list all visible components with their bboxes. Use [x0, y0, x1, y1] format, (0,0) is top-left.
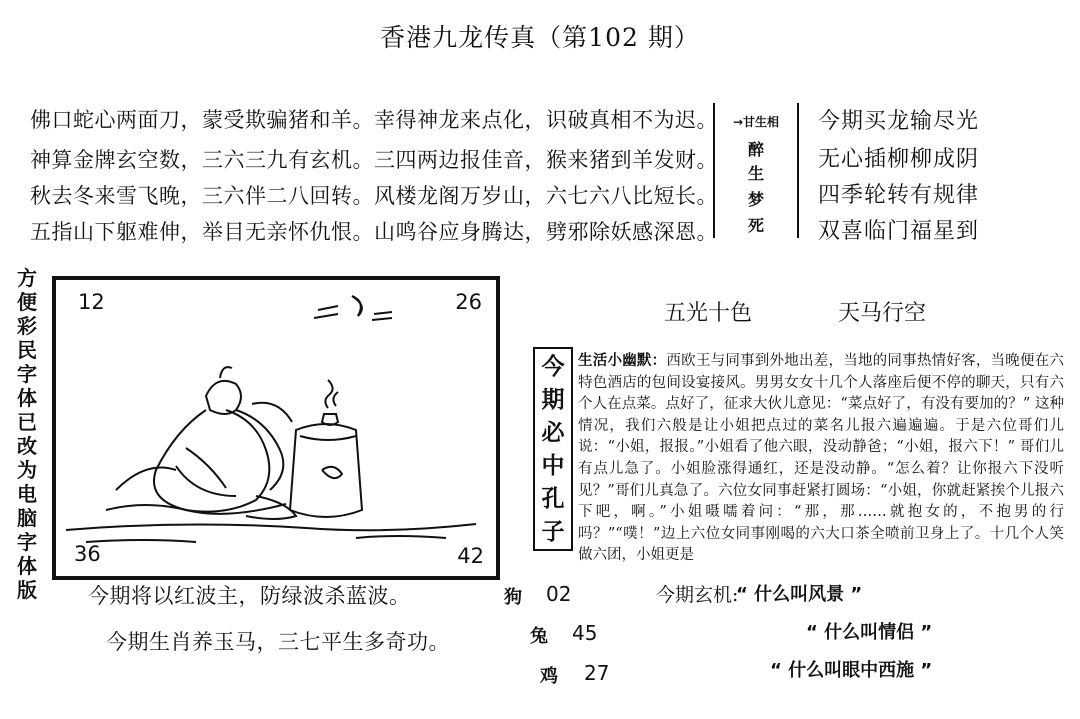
zodiac-number-3: 27	[584, 661, 610, 685]
corner-number-top-left: 12	[78, 290, 105, 314]
story-label: 生活小幽默：	[578, 352, 667, 369]
mid-box-char-3: 梦	[747, 190, 764, 209]
right-line-1: 今期买龙输尽光	[818, 109, 980, 134]
xuanji-phrase-2: “ 什么叫情侣 ”	[806, 622, 933, 643]
mid-box-caption: →甘生相	[732, 115, 780, 129]
bottom-line-1: 今期将以红波主，防绿波杀蓝波。	[88, 584, 411, 608]
right-line-4: 双喜临门福星到	[818, 219, 980, 244]
corner-number-top-right: 26	[455, 290, 482, 314]
xuanji-phrase-3: “ 什么叫眼中西施 ”	[770, 660, 933, 681]
mid-box-char-1: 醉	[747, 140, 764, 159]
mid-vertical-box	[713, 103, 799, 238]
poem-line-1: 佛口蛇心两面刀，蒙受欺骗猪和羊。幸得神龙来点化，识破真相不为迟。	[30, 108, 718, 132]
zodiac-animal-1: 狗	[504, 587, 522, 608]
illustration-frame	[52, 276, 500, 580]
heading-sky-horse: 天马行空	[838, 301, 927, 326]
bottom-line-2: 今期生肖养玉马，三七平生多奇功。	[106, 630, 450, 654]
mid-box-char-4: 死	[747, 216, 764, 235]
right-line-3: 四季轮转有规律	[818, 183, 980, 208]
reclining-scholar-illustration	[56, 280, 488, 568]
page-title: 香港九龙传真（第102 期）	[380, 23, 700, 52]
mid-box-char-2: 生	[747, 164, 764, 183]
heading-five-colors: 五光十色	[664, 301, 753, 326]
poem-line-4: 五指山下躯难伸，举目无亲怀仇恨。山鸣谷应身腾达，劈邪除妖感深恩。	[30, 220, 718, 244]
corner-number-bottom-left: 36	[74, 542, 101, 566]
story-text: 西欧王与同事到外地出差，当地的同事热情好客，当晚便在六特色酒店的包间设宴接风。男男女女十几个人落座后便不停的聊天，只有六个人在点菜。点好了，征求大伙儿意见：“菜点好了，有没有要加的？” 这种情况，我们六般是让小姐把点过的菜名儿报六遍遍遍。于是六位哥们儿说：“小姐，报报。”小姐看了他六眼，没动静爸；“小姐，报六下！” 哥们儿有点儿急了。小姐脸涨得通红，还是没动静。“怎么着？让你报六下没听见？”哥们儿真急了。六位女同事赶紧打圆场：“小姐，你就赶紧挨个儿报六下吧，啊。”小姐嗫嚅着问：“那，那……就抱女的，不抱男的行吗？”“噗！”边上六位女同事刚喝的六大口茶全喷前卫身上了。十几个人笑做六团，小姐更是	[578, 353, 1064, 564]
zodiac-number-1: 02	[546, 582, 572, 606]
left-vertical-note: 方便彩民字体已改为电脑字体版	[17, 266, 37, 602]
must-win-text: 今期必中孔子	[541, 354, 565, 545]
must-win-box	[533, 347, 573, 551]
xuanji-phrase-1: “ 什么叫风景 ”	[736, 584, 863, 605]
zodiac-animal-3: 鸡	[540, 666, 558, 687]
poem-line-2: 神算金牌玄空数，三六三九有玄机。三四两边报佳音，猴来猪到羊发财。	[30, 148, 718, 172]
xuanji-label: 今期玄机:	[656, 584, 739, 606]
right-line-2: 无心插柳柳成阴	[818, 147, 980, 172]
zodiac-animal-2: 兔	[530, 626, 548, 647]
corner-number-bottom-right: 42	[457, 544, 484, 568]
humor-story	[578, 350, 1064, 566]
zodiac-number-2: 45	[572, 621, 598, 645]
poem-line-3: 秋去冬来雪飞晚，三六伴二八回转。风楼龙阁万岁山，六七六八比短长。	[30, 184, 718, 208]
